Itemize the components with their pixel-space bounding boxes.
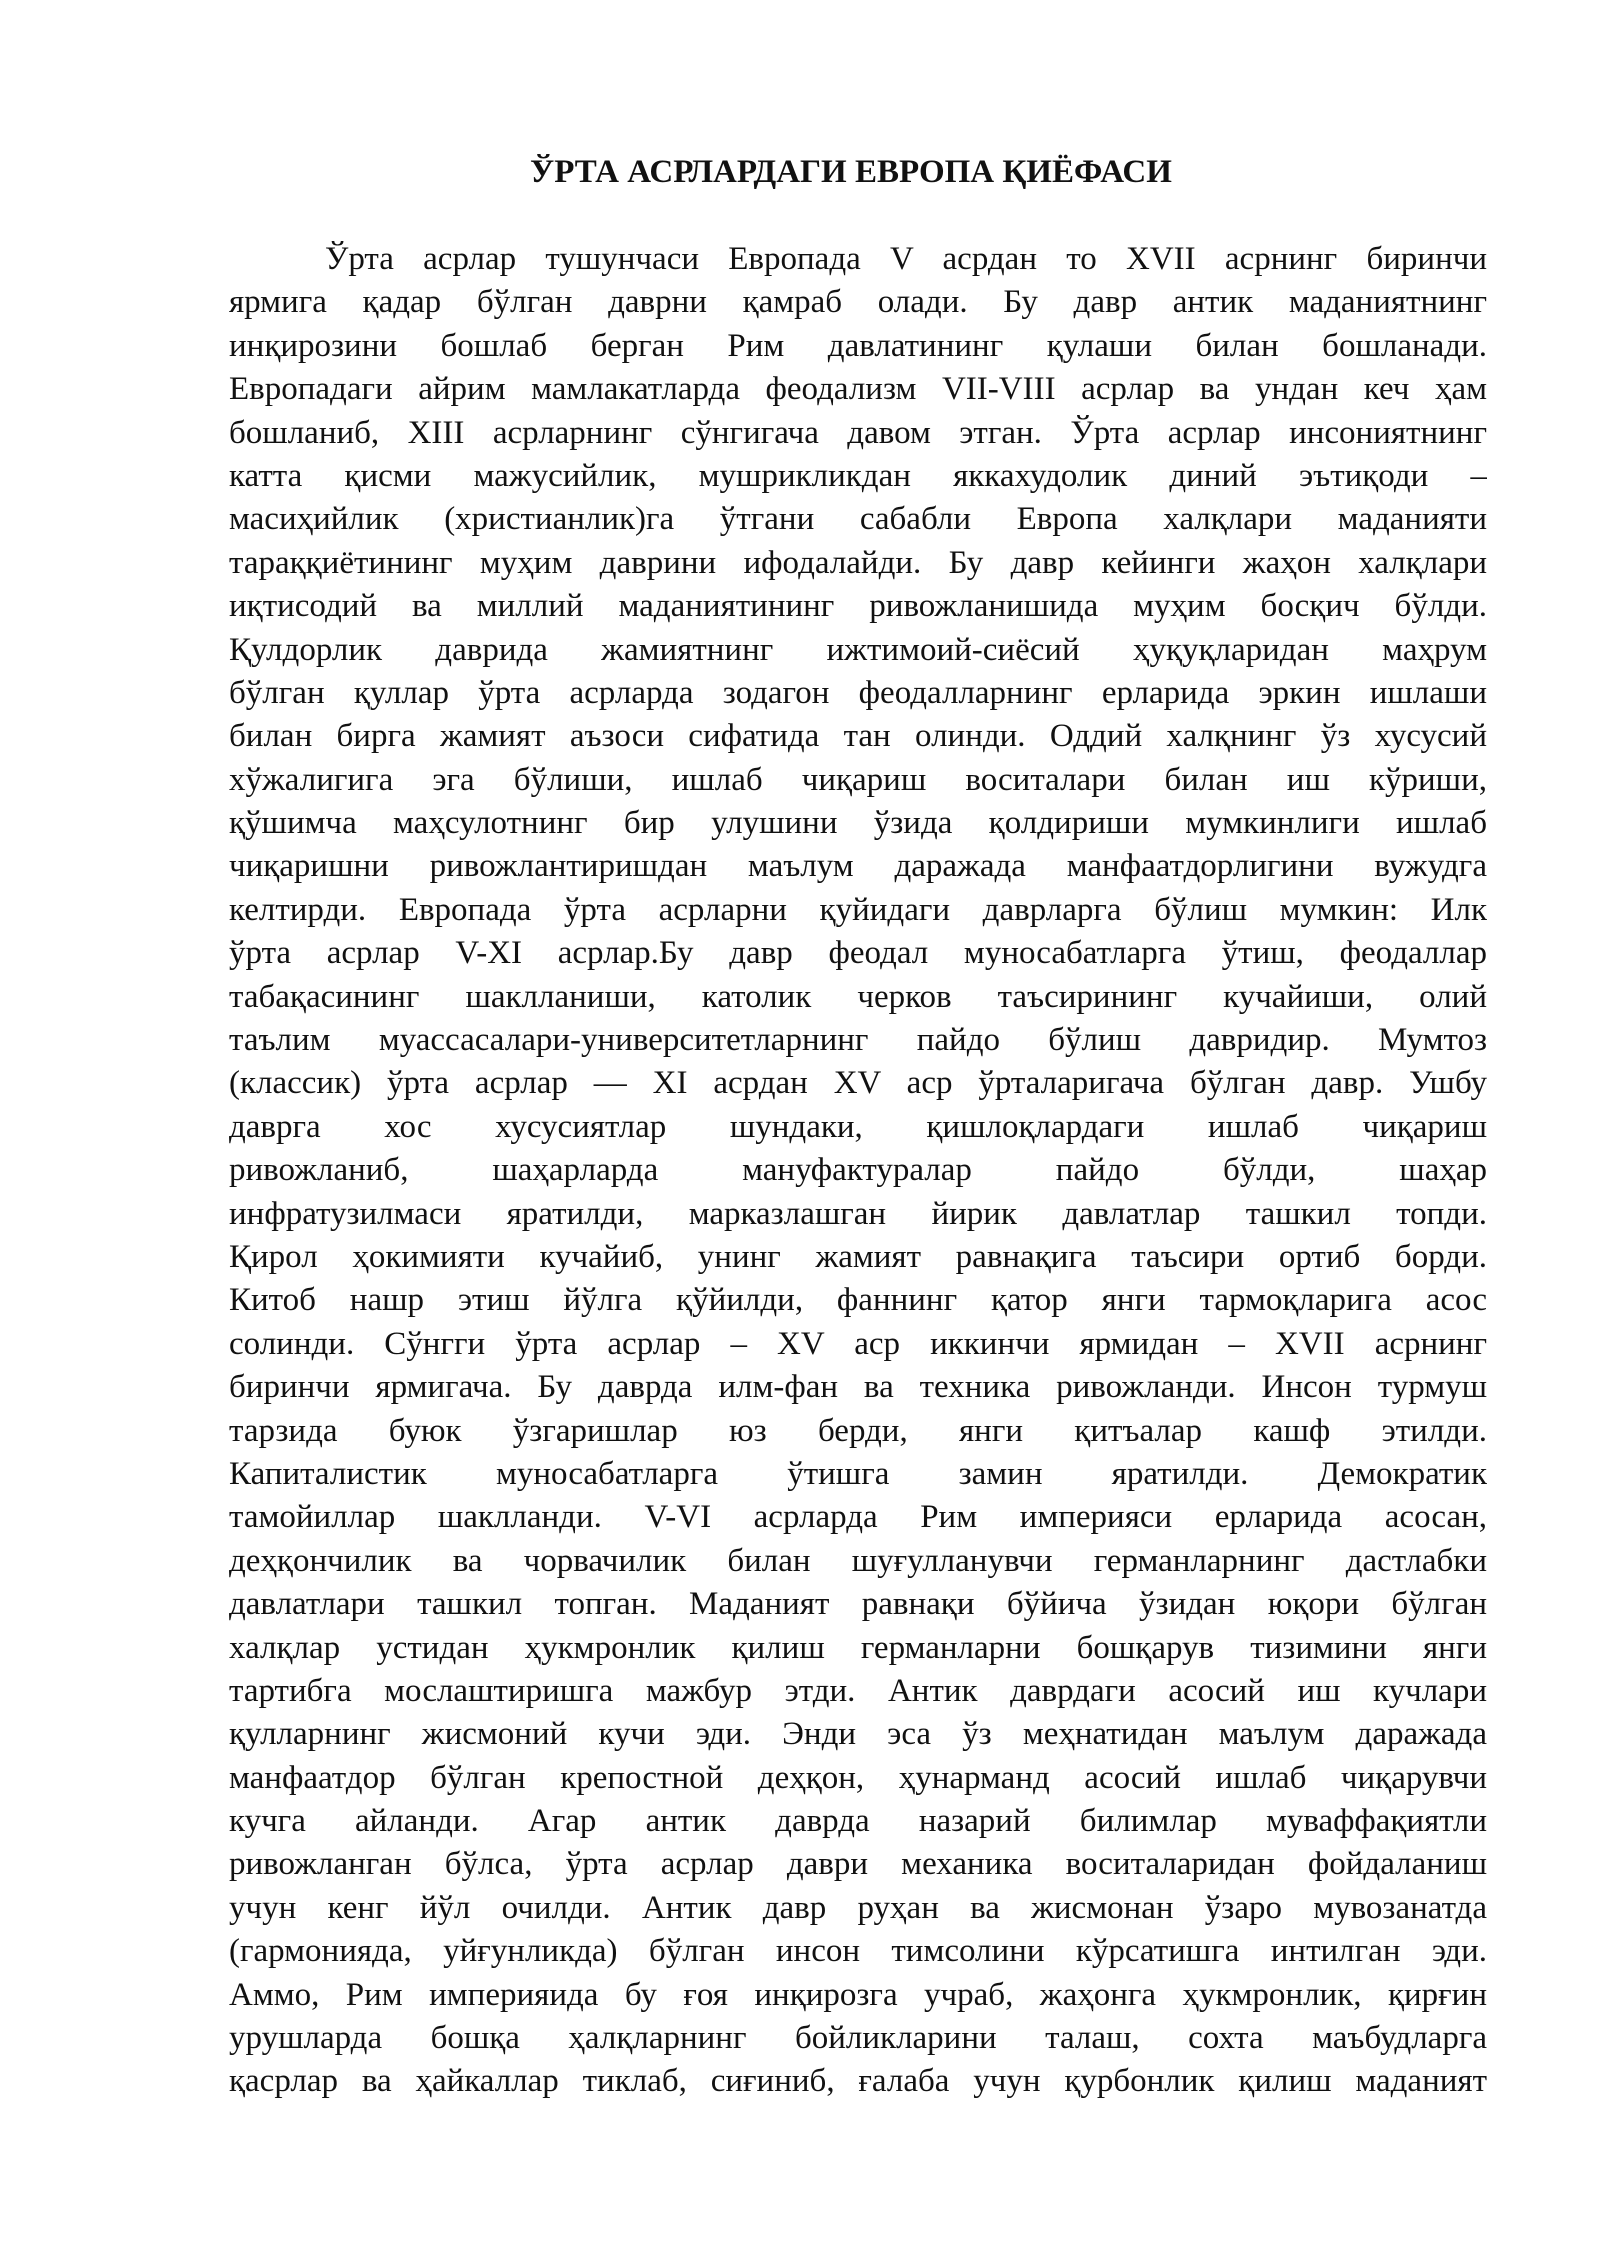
paragraph-line: (гармонияда, уйғунликда) бўлган инсон тимсолини кўрсатишга интилган эди. <box>229 1933 1487 1970</box>
paragraph-line: табақасининг шаклланиши, католик черков таъсирининг кучайиши, олий <box>229 978 1487 1015</box>
document-title: ЎРТА АСРЛАРДАГИ ЕВРОПА ҚИЁФАСИ <box>530 154 1172 190</box>
paragraph-line: таълим муассасалари-университетларнинг пайдо бўлиш давридир. Мумтоз <box>229 1022 1487 1059</box>
paragraph-line: катта қисми мажусийлик, мушрикликдан яккахудолик диний эътиқоди – <box>229 457 1487 494</box>
paragraph-line: Китоб нашр этиш йўлга қўйилди, фаннинг қатор янги тармоқларига асос <box>229 1282 1487 1319</box>
paragraph-line: Капиталистик муносабатларга ўтишга замин яратилди. Демократик <box>229 1455 1487 1492</box>
paragraph-line: инқирозини бошлаб берган Рим давлатининг қулаши билан бошланади. <box>229 327 1487 364</box>
document-body <box>229 238 1487 2104</box>
paragraph-line: биринчи ярмигача. Бу даврда илм-фан ва техника ривожланди. Инсон турмуш <box>229 1369 1487 1406</box>
paragraph-line: қулларнинг жисмоний кучи эди. Энди эса ўз меҳнатидан маълум даражада <box>229 1716 1487 1753</box>
paragraph-line: манфаатдор бўлган крепостной деҳқон, ҳунарманд асосий ишлаб чиқарувчи <box>229 1759 1487 1796</box>
paragraph-line: давлатлари ташкил топган. Маданият равнақи бўйича ўзидан юқори бўлган <box>229 1586 1487 1623</box>
paragraph-line: даврга хос хусусиятлар шундаки, қишлоқлардаги ишлаб чиқариш <box>229 1108 1487 1145</box>
paragraph-line: тарзида буюк ўзгаришлар юз берди, янги қитъалар кашф этилди. <box>229 1412 1487 1449</box>
paragraph-line: урушларда бошқа ҳалқларнинг бойликларини талаш, сохта маъбудларга <box>229 2020 1487 2057</box>
paragraph-line: қасрлар ва ҳайкаллар тиклаб, сиғиниб, ғалаба учун қурбонлик қилиш маданият <box>229 2063 1487 2100</box>
paragraph-line: тараққиётининг муҳим даврини ифодалайди. Бу давр кейинги жаҳон халқлари <box>229 544 1487 581</box>
paragraph-line: солинди. Сўнгги ўрта асрлар – XV аср иккинчи ярмидан – XVII асрнинг <box>229 1325 1487 1362</box>
paragraph-line: ривожланиб, шаҳарларда мануфактуралар пайдо бўлди, шаҳар <box>229 1152 1487 1189</box>
paragraph-line: кучга айланди. Агар антик даврда назарий билимлар муваффақиятли <box>229 1803 1487 1840</box>
paragraph-line: масиҳийлик (христианлик)га ўтгани сабабли Европа халқлари маданияти <box>229 501 1487 538</box>
paragraph-line: бўлган қуллар ўрта асрларда зодагон феодалларнинг ерларида эркин ишлаши <box>229 674 1487 711</box>
paragraph-line: ярмига қадар бўлган даврни қамраб олади. Бу давр антик маданиятнинг <box>229 284 1487 321</box>
paragraph-line: тамойиллар шаклланди. V-VI асрларда Рим империяси ерларида асосан, <box>229 1499 1487 1536</box>
paragraph-line: Аммо, Рим империяида бу ғоя инқирозга учраб, жаҳонга ҳукмронлик, қирғин <box>229 1976 1487 2013</box>
paragraph-line: бошланиб, XIII асрларнинг сўнгигача давом этган. Ўрта асрлар инсониятнинг <box>229 414 1487 451</box>
paragraph-line: билан бирга жамият аъзоси сифатида тан олинди. Оддий халқнинг ўз хусусий <box>229 718 1487 755</box>
paragraph-line: хўжалигига эга бўлиши, ишлаб чиқариш воситалари билан иш кўриши, <box>229 761 1487 798</box>
paragraph-line: иқтисодий ва миллий маданиятининг ривожланишида муҳим босқич бўлди. <box>229 588 1487 625</box>
paragraph-line: Европадаги айрим мамлакатларда феодализм VII-VIII асрлар ва ундан кеч ҳам <box>229 371 1487 408</box>
paragraph-line: чиқаришни ривожлантиришдан маълум даражада манфаатдорлигини вужудга <box>229 848 1487 885</box>
paragraph-line: деҳқончилик ва чорвачилик билан шуғулланувчи германларнинг дастлабки <box>229 1542 1487 1579</box>
paragraph-line: инфратузилмаси яратилди, марказлашган йирик давлатлар ташкил топди. <box>229 1195 1487 1232</box>
paragraph-line: Қулдорлик даврида жамиятнинг ижтимоий-сиёсий ҳуқуқларидан маҳрум <box>229 631 1487 668</box>
paragraph-line: (классик) ўрта асрлар — XI асрдан XV аср ўрталаригача бўлган давр. Ушбу <box>229 1065 1487 1102</box>
paragraph-line: ривожланган бўлса, ўрта асрлар даври механика воситаларидан фойдаланиш <box>229 1846 1487 1883</box>
paragraph-line: тартибга мослаштиришга мажбур этди. Антик даврдаги асосий иш кучлари <box>229 1672 1487 1709</box>
paragraph-line: Қирол ҳокимияти кучайиб, унинг жамият равнақига таъсири ортиб борди. <box>229 1238 1487 1275</box>
paragraph-line: келтирди. Европада ўрта асрларни қуйидаги даврларга бўлиш мумкин: Илк <box>229 891 1487 928</box>
paragraph-line: халқлар устидан ҳукмронлик қилиш германларни бошқарув тизимини янги <box>229 1629 1487 1666</box>
paragraph-line: қўшимча маҳсулотнинг бир улушини ўзида қолдириши мумкинлиги ишлаб <box>229 805 1487 842</box>
paragraph-line: Ўрта асрлар тушунчаси Европада V асрдан то XVII асрнинг биринчи <box>325 241 1487 277</box>
paragraph-line: учун кенг йўл очилди. Антик давр руҳан ва жисмонан ўзаро мувозанатда <box>229 1889 1487 1926</box>
paragraph-line: ўрта асрлар V-XI асрлар.Бу давр феодал муносабатларга ўтиш, феодаллар <box>229 935 1487 972</box>
